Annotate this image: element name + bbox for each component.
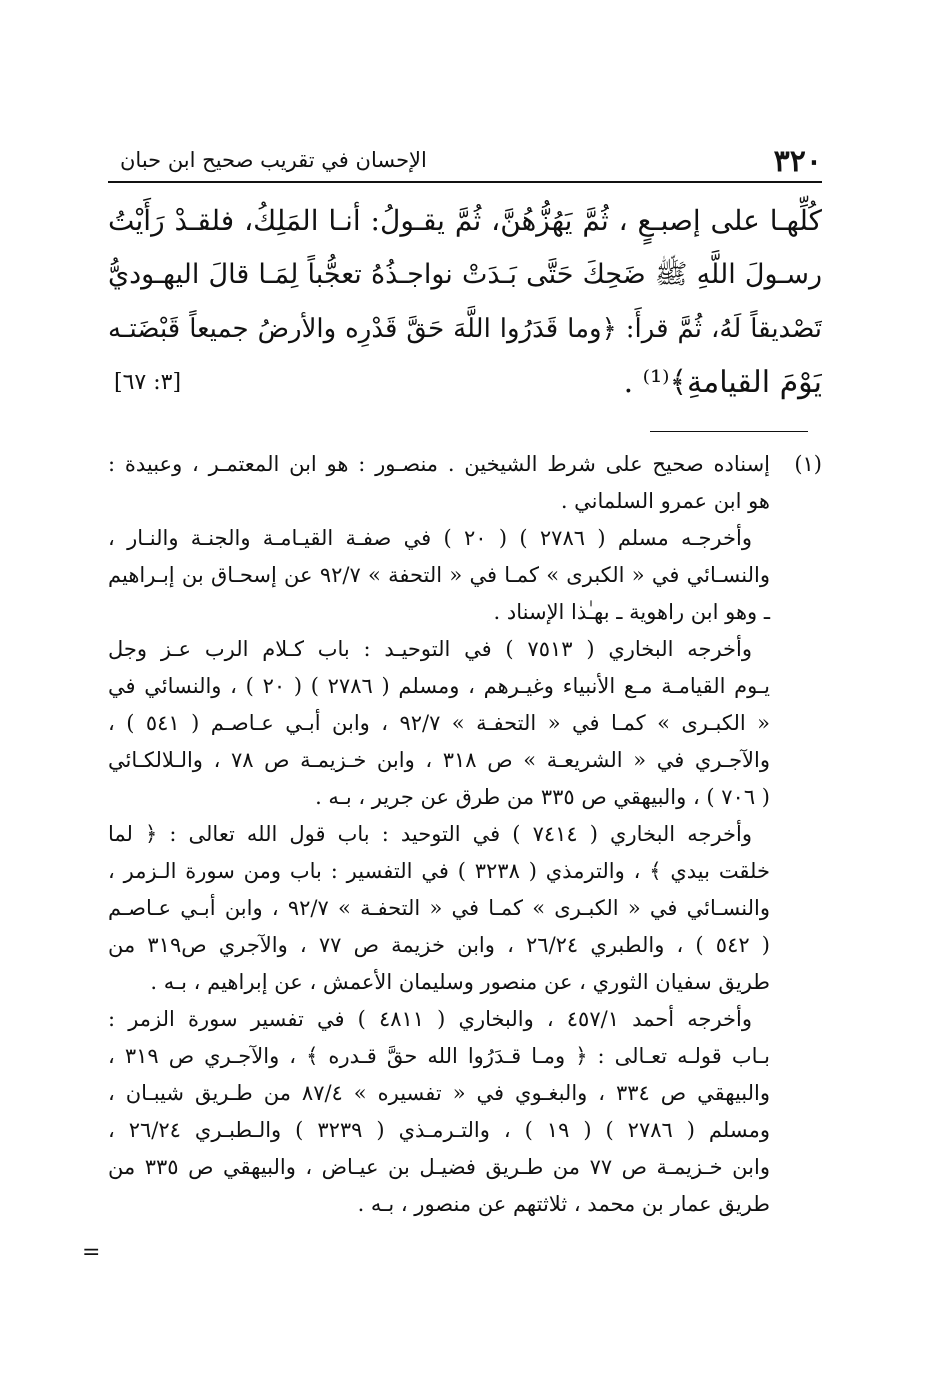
footnote-text: إسناده صحيح على شرط الشيخين . منصـور : هو ابن المعتمـر ، وعبيدة : [108, 452, 770, 476]
footnote-number: (١) [794, 452, 822, 476]
page-number: ٣٢٠ [773, 144, 822, 179]
hadith-text [108, 194, 822, 410]
footnote-line: ( ٥٤٢ ) ، والطبري ٢٦/٢٤ ، وابن خزيمة ص ٧٧ ، والآجري ص٣١٩ من [108, 933, 770, 957]
hadith-line: تَصْديقاً لَهُ، ثُمَّ قرأَ: ﴿وما قَدَرُوا اللَّهَ حَقَّ قَدْرِه والأرضُ جميعاً قَبْضَتـه [108, 314, 822, 344]
hadith-line: كُلِّهـا على إصبـعٍ ، ثُمَّ يَهُزُّهُنَّ، ثُمَّ يقـولُ: أنـا المَلِكُ، فلقـدْ رَأَيْتُ [108, 204, 822, 237]
footnote-line: والنسـائي في « الكبـرى » كمـا في « التحفـة » ٩٢/٧ ، وابن أبـي عـاصـم [108, 896, 771, 920]
footnote-line: طريق سفيان الثوري ، عن منصور وسليمان الأعمش ، عن إبراهيم ، بـه . [150, 970, 770, 994]
footnote-line: وابن خـزيمـة ص ٧٧ من طـريق فضيـل بن عيـاض ، والبيهقي ص ٣٣٥ من [108, 1155, 770, 1179]
footnote-line: يـوم القيامـة مـع الأنبياء وغيـرهم ، ومسلم ( ٢٧٨٦ ) ( ٢٠ ) ، والنسائي في [108, 674, 771, 698]
footnote-line: « الكبـرى » كمـا في « التحفـة » ٩٢/٧ ، وابن أبـي عـاصـم ( ٥٤١ ) ، [108, 711, 770, 735]
reference-text: [٣: ٦٧] [114, 370, 182, 395]
footnote-line: خلقت بيدي ﴾ ، والترمذي ( ٣٢٣٨ ) في التفسير : باب ومن سورة الـزمر ، [108, 859, 770, 883]
footnotes [108, 446, 822, 1223]
footnote-line: هو ابن عمرو السلماني . [560, 489, 770, 513]
header-rule [108, 181, 822, 183]
footnote-line: طريق عمار بن محمد ، ثلاثتهم عن منصور ، بـه . [357, 1192, 770, 1216]
footnote-line: ومسلم ( ٢٧٨٦ ) ( ١٩ ) ، والتـرمـذي ( ٣٢٣٩ ) والـطبـري ٢٦/٢٤ ، [108, 1118, 770, 1142]
hadith-last-line [108, 356, 822, 410]
footnote-line: ( ٧٠٦ ) ، والبيهقي ص ٣٣٥ من طرق عن جرير ، بـه . [315, 785, 770, 809]
footnote-line: بـاب قولـه تعـالى : ﴿ ومـا قـدَرُوا الله حقَّ قـدره ﴾ ، والآجـري ص ٣١٩ ، [108, 1044, 771, 1068]
footnote-line: والبيهقي ص ٣٣٤ ، والبغـوي في « تفسيره » ٨٧/٤ من طـريق شيبـان ، [108, 1081, 771, 1105]
footnote-line: ـ وهو ابن راهوية ـ بهـٰذا الإسناد . [493, 600, 770, 624]
footnote-line [108, 446, 822, 483]
footnote-separator [650, 431, 808, 432]
hadith-reference [114, 356, 181, 410]
hadith-line: رسـولَ اللَّهِ ﷺ ضَحِكَ حَتَّى بَـدَتْ نواجـذُهُ تعجُّباً لِمَـا قالَ اليهـوديُّ [108, 259, 822, 290]
page-header [108, 136, 822, 182]
footnote-line: وأخرجه البخاري ( ٧٤١٤ ) في التوحيد : باب قول الله تعالى : ﴿ لما [108, 822, 753, 846]
footnote-line: وأخرجه أحمد ٤٥٧/١ ، والبخاري ( ٤٨١١ ) في تفسير سورة الزمر : [108, 1007, 752, 1031]
footnote-line: وأخرجه البخاري ( ٧٥١٣ ) في التوحيـد : باب كـلام الرب عـز وجل [108, 637, 752, 661]
footnote-line: والنسـائي في « الكبرى » كمـا في « التحفة » ٩٢/٧ عن إسحـاق بن إبـراهيم [108, 563, 770, 587]
continuation-mark: = [82, 1240, 101, 1265]
running-title: الإحسان في تقريب صحيح ابن حبان [120, 148, 427, 172]
footnote-line: وأخرجـه مسلم ( ٢٧٨٦ ) ( ٢٠ ) في صفـة القيـامـة والجنـة والنـار ، [108, 526, 752, 550]
footnote-line: والآجـري في « الشريعـة » ص ٣١٨ ، وابن خـزيمـة ص ٧٨ ، والـلالكـائي [108, 748, 770, 772]
hadith-line: يَوْمَ القيامةِ﴾⁽¹⁾ . [623, 365, 822, 400]
